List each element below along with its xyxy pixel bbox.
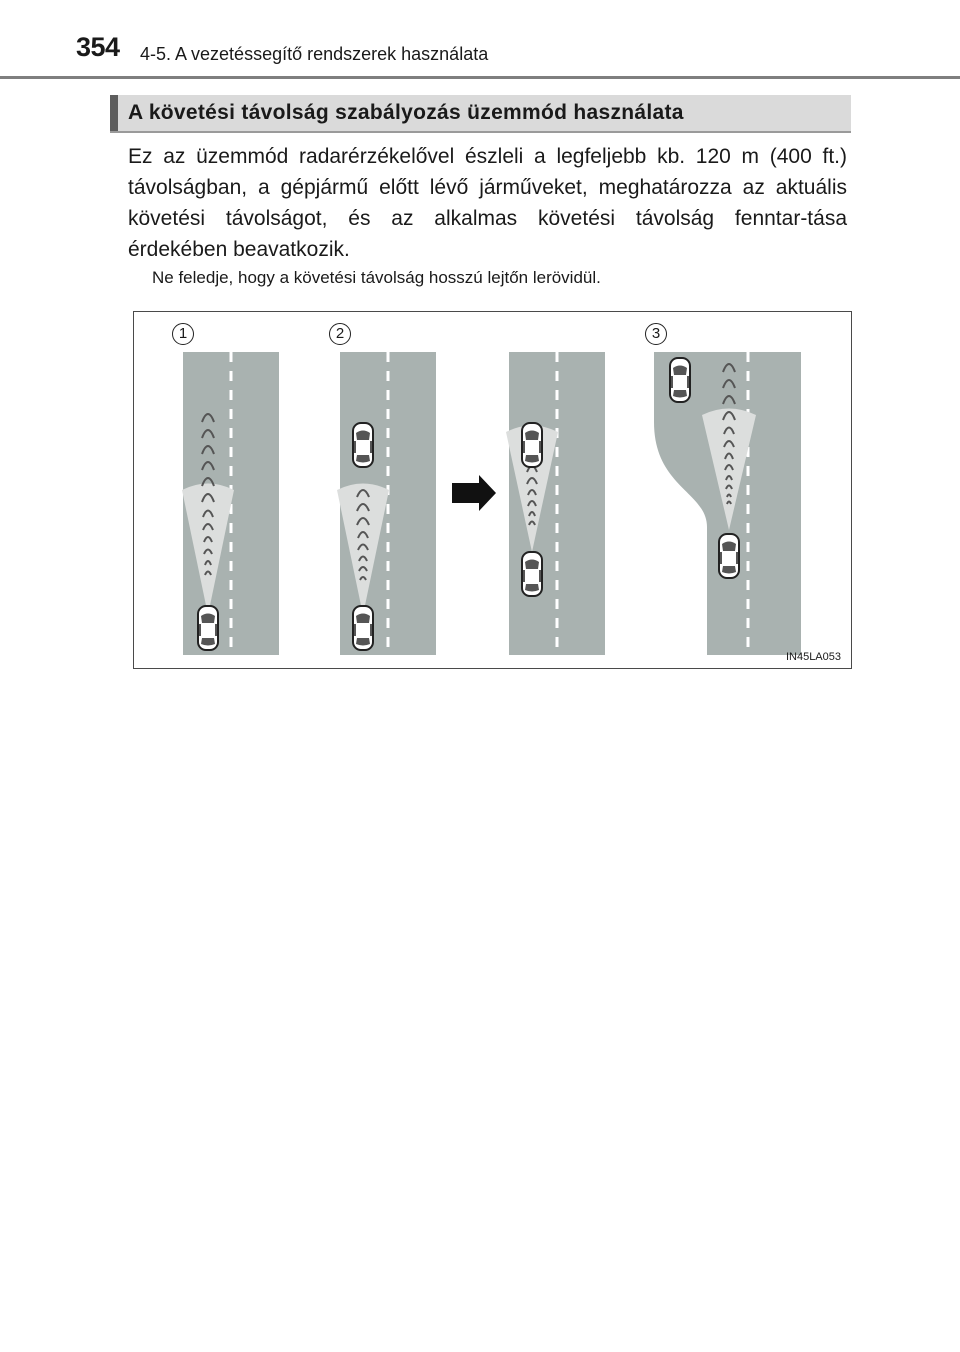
marker-3: 3 bbox=[645, 323, 667, 345]
page-number: 354 bbox=[76, 32, 120, 62]
header-rule bbox=[0, 76, 960, 79]
body-paragraph: Ez az üzemmód radarérzékelővel észleli a legfeljebb kb. 120 m (400 ft.) távolságban, a gépjármű előtt lévő járműveket, meghatározza az aktuális követési távolságot, és az alkalmas követési távolság fenntar-tása érdekében beavatkozik. bbox=[128, 145, 847, 261]
car-own-3 bbox=[522, 552, 542, 596]
illustration-drawing bbox=[134, 312, 851, 668]
section-title: A követési távolság szabályozás üzemmód használata bbox=[128, 101, 684, 124]
car-ahead-4 bbox=[670, 358, 690, 402]
car-own-1 bbox=[198, 606, 218, 650]
transition-arrow-icon bbox=[452, 475, 496, 511]
road-panel-2 bbox=[337, 352, 436, 655]
car-own-2 bbox=[353, 606, 373, 650]
road-panel-4 bbox=[654, 352, 801, 655]
car-ahead-3 bbox=[522, 423, 542, 467]
running-head: 4-5. A vezetéssegítő rendszerek használata bbox=[140, 44, 489, 64]
marker-2: 2 bbox=[329, 323, 351, 345]
road-panel-3 bbox=[506, 352, 605, 655]
car-own-4 bbox=[719, 534, 739, 578]
note-text: Ne feledje, hogy a követési távolság hosszú lejtőn lerövidül. bbox=[152, 268, 601, 287]
road-panel-1 bbox=[182, 352, 279, 655]
figure-code: IN45LA053 bbox=[785, 651, 841, 663]
marker-1: 1 bbox=[172, 323, 194, 345]
car-ahead-2 bbox=[353, 423, 373, 467]
section-heading-bar bbox=[110, 95, 851, 133]
radar-illustration bbox=[133, 311, 852, 669]
section-heading-accent bbox=[110, 95, 118, 131]
